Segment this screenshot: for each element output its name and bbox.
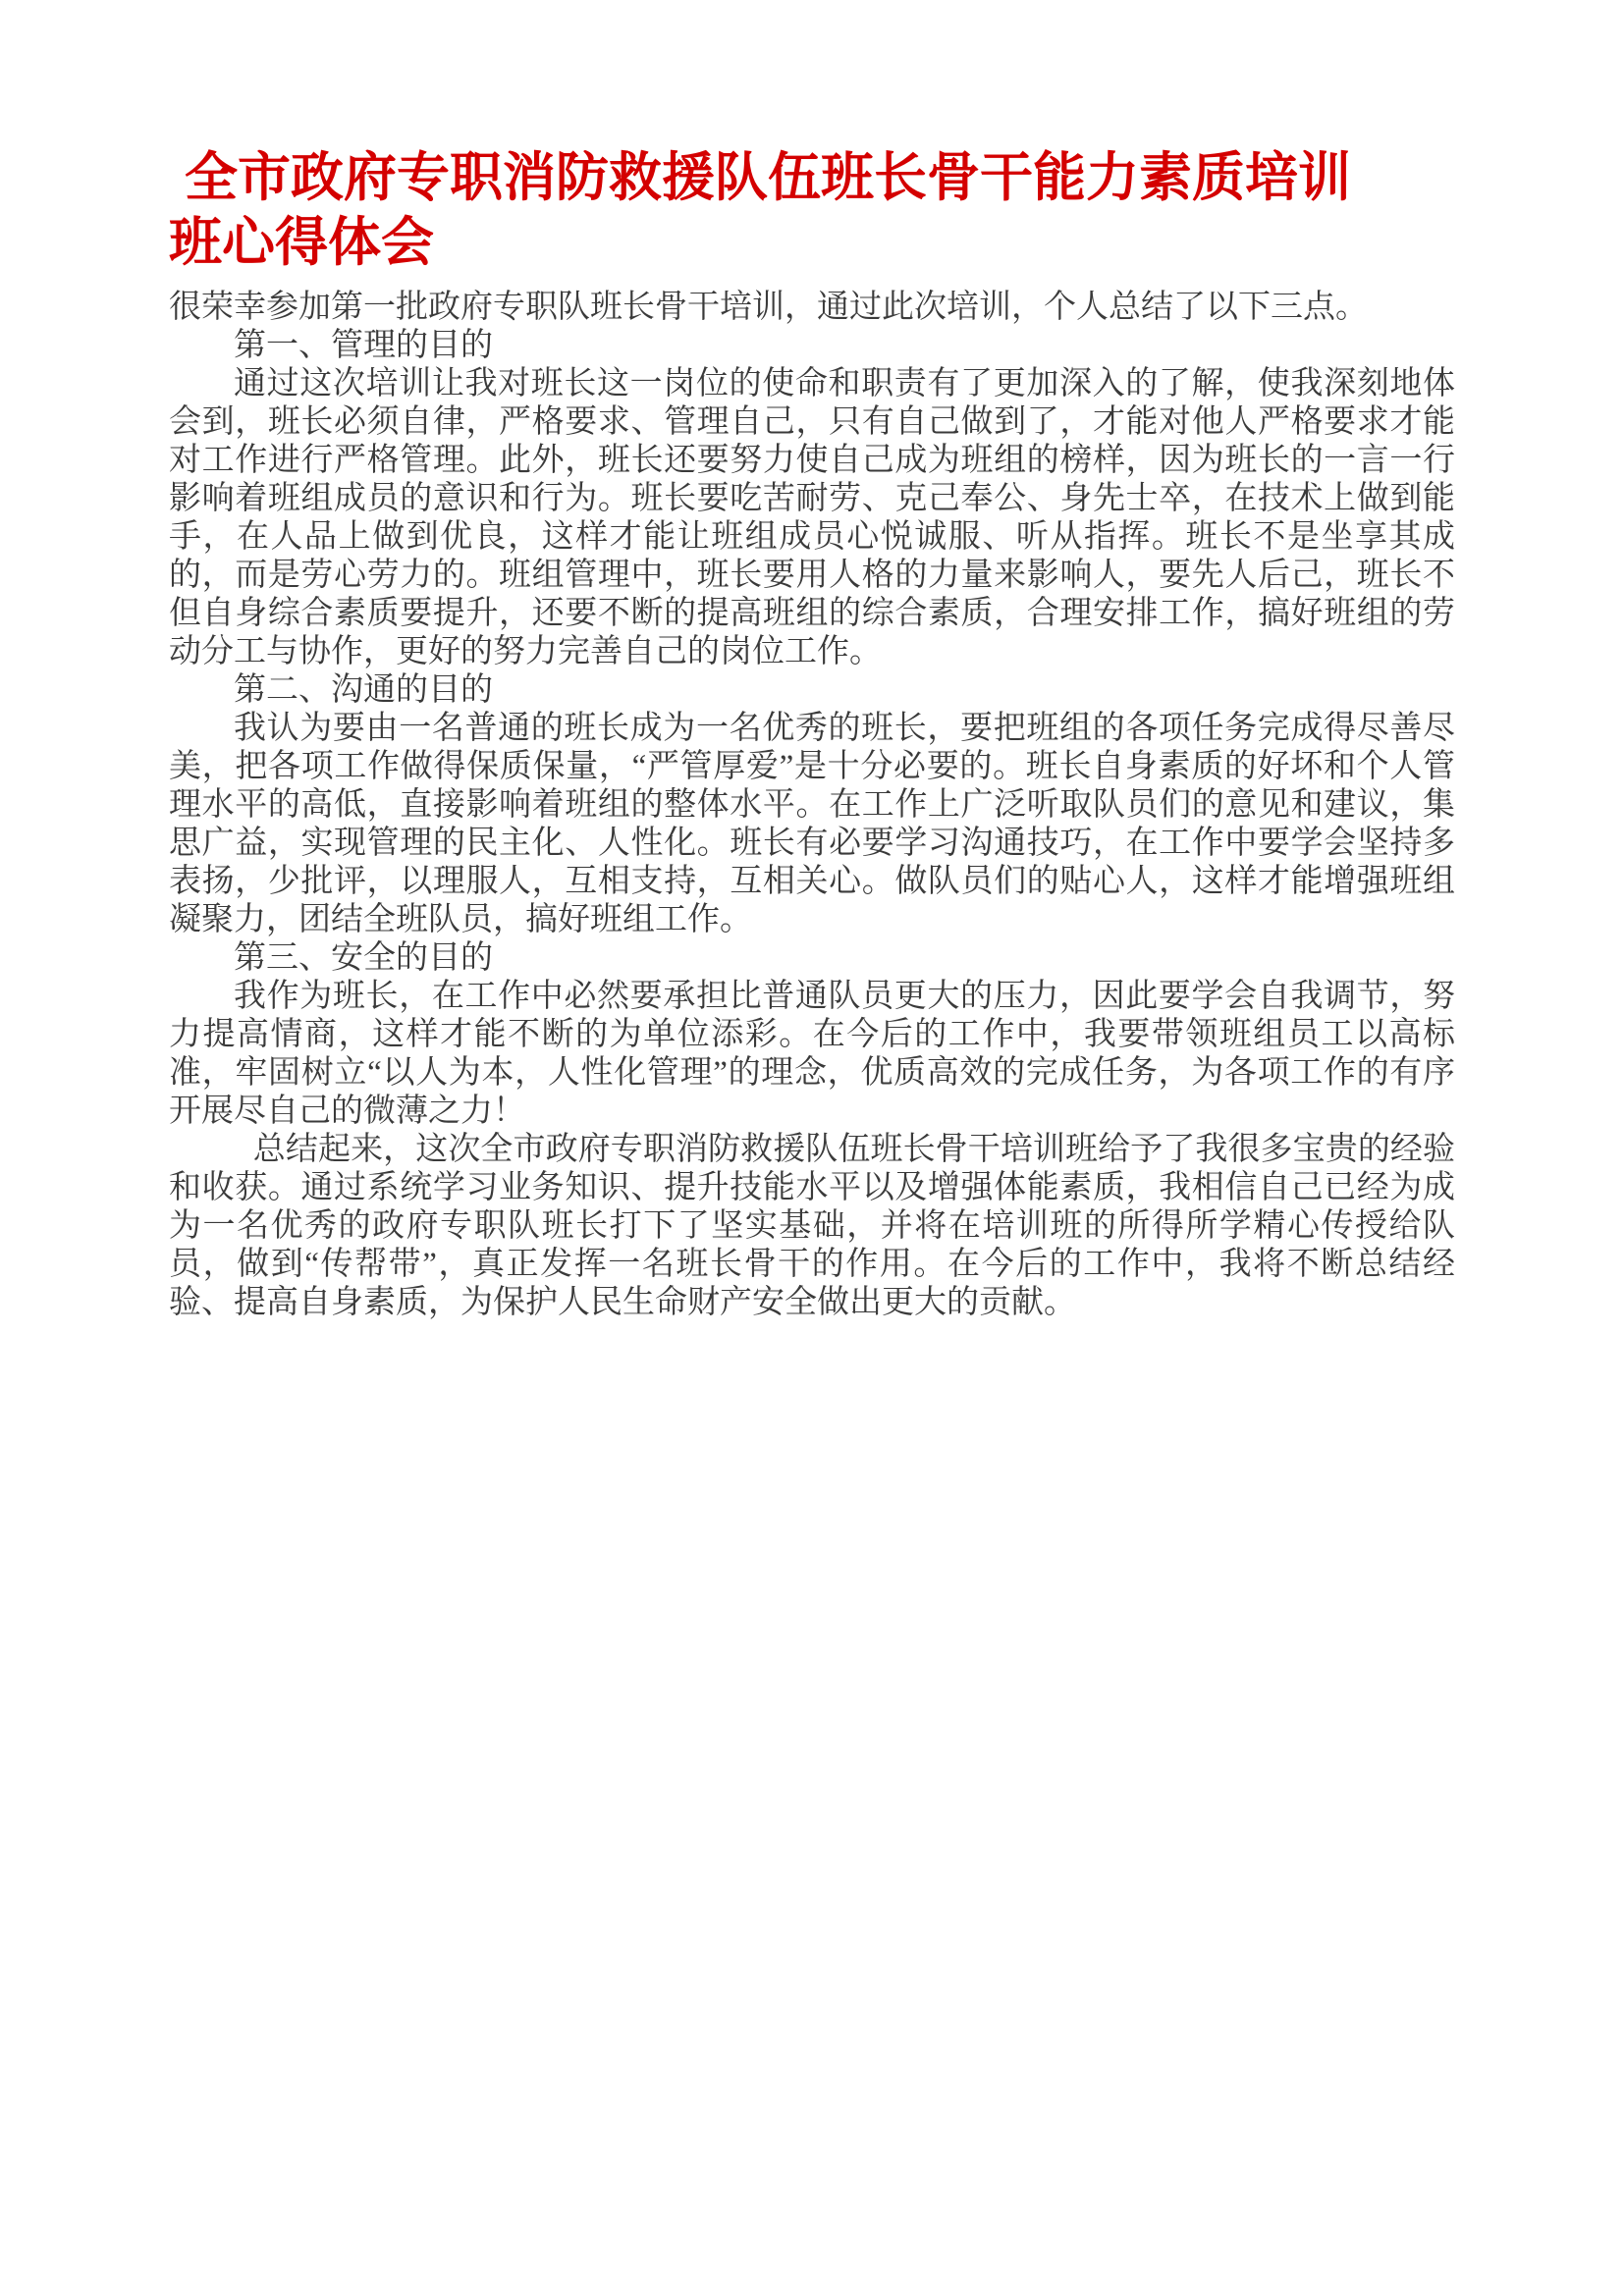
section-heading-management: 第一、管理的目的 (234, 328, 493, 363)
section-heading-safety: 第三、安全的目的 (234, 940, 493, 976)
paragraph-intro: 很荣幸参加第一批政府专职队班长骨干培训，通过此次培训，个人总结了以下三点。 (169, 290, 1368, 325)
paragraph-conclusion: 总结起来，这次全市政府专职消防救援队伍班长骨干培训班给予了我很多宝贵的经验和收获。通过系统学习业务知识、提升技能水平以及增强体能素质，我相信自己已经为成为一名优秀的政府专职队班长打下了坚实基础，并将在培训班的所得所学精心传授给队员，做到“传帮带”，真正发挥一名班长骨干的作用。在今后的工作中，我将不断总结经验、提高自身素质，为保护人民生命财产安全做出更大的贡献。 (169, 1132, 1455, 1320)
paragraph-communication: 我认为要由一名普通的班长成为一名优秀的班长，要把班组的各项任务完成得尽善尽美，把各项工作做得保质保量，“严管厚爱”是十分必要的。班长自身素质的好坏和个人管理水平的高低，直接影响着班组的整体水平。在工作上广泛听取队员们的意见和建议，集思广益，实现管理的民主化、人性化。班长有必要学习沟通技巧，在工作中要学会坚持多表扬，少批评，以理服人，互相支持，互相关心。做队员们的贴心人，这样才能增强班组凝聚力，团结全班队员，搞好班组工作。 (169, 711, 1455, 937)
paragraph-management: 通过这次培训让我对班长这一岗位的使命和职责有了更加深入的了解，使我深刻地体会到，班长必须自律，严格要求、管理自己，只有自己做到了，才能对他人严格要求才能对工作进行严格管理。此外，班长还要努力使自己成为班组的榜样，因为班长的一言一行影响着班组成员的意识和行为。班长要吃苦耐劳、克己奉公、身先士卒，在技术上做到能手，在人品上做到优良，这样才能让班组成员心悦诚服、听从指挥。班长不是坐享其成的，而是劳心劳力的。班组管理中，班长要用人格的力量来影响人，要先人后己，班长不但自身综合素质要提升，还要不断的提高班组的综合素质，合理安排工作，搞好班组的劳动分工与协作，更好的努力完善自己的岗位工作。 (169, 366, 1455, 669)
title-line-1: 全市政府专职消防救援队伍班长骨干能力素质培训 (185, 148, 1351, 207)
paragraph-safety: 我作为班长，在工作中必然要承担比普通队员更大的压力，因此要学会自我调节，努力提高情商，这样才能不断的为单位添彩。在今后的工作中，我要带领班组员工以高标准，牢固树立“以人为本，人性化管理”的理念，优质高效的完成任务，为各项工作的有序开展尽自己的微薄之力！ (169, 979, 1455, 1129)
title-line-2: 班心得体会 (169, 213, 434, 272)
section-heading-communication: 第二、沟通的目的 (234, 672, 493, 708)
document-title (169, 145, 1455, 275)
